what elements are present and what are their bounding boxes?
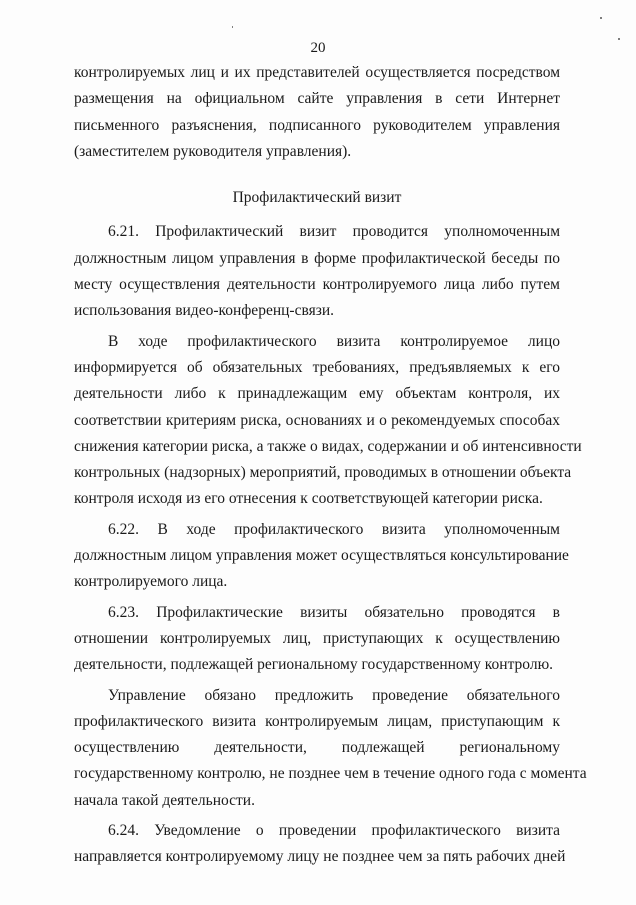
text-line: месту осуществления деятельности контролируемого лица либо путем — [74, 276, 560, 294]
text-line: Управление обязано предложить проведение обязательного — [108, 686, 560, 704]
text-line: деятельности, подлежащей региональному государственному контролю. — [74, 656, 554, 674]
text-line: государственному контролю, не позднее чем в течение одного года с момента — [74, 765, 587, 783]
paragraph-6-22 — [74, 517, 569, 596]
text-line: размещения на официальном сайте управления в сети Интернет — [74, 90, 560, 108]
text-line: 6.24. Уведомление о проведении профилактического визита — [108, 822, 560, 840]
text-line: деятельности либо к принадлежащим ему объектам контроля, их — [74, 385, 560, 403]
text-line: профилактического визита контролируемым лицам, приступающим к — [74, 712, 560, 730]
paragraph-6-21 — [74, 219, 560, 324]
text-line: 6.23. Профилактические визиты обязательно проводятся в — [108, 603, 560, 621]
text-line: 6.22. В ходе профилактического визита уполномоченным — [108, 520, 560, 538]
text-line: контролируемых лиц и их представителей осуществляется посредством — [74, 64, 560, 81]
page-number: 20 — [310, 40, 326, 56]
text-line: осуществлению деятельности, подлежащей региональному — [74, 739, 560, 757]
paragraph-6-23 — [74, 600, 560, 679]
text-line: соответствии критериям риска, основаниях и о рекомендуемых способах — [74, 411, 560, 429]
scan-speck — [232, 26, 233, 28]
text-line: информируется об обязательных требованиях, предъявляемых к его — [74, 358, 560, 376]
scan-speck — [618, 38, 620, 40]
text-line: должностным лицом управления может осуществляться консультирование — [74, 547, 569, 565]
text-line: контроля исходя из его отнесения к соответствующей категории риска. — [74, 490, 543, 508]
text-line: должностным лицом управления в форме профилактической беседы по — [74, 249, 560, 267]
text-line: начала такой деятельности. — [74, 791, 255, 809]
text-line: отношении контролируемых лиц, приступающих к осуществлению — [74, 629, 560, 647]
paragraph-obligation — [74, 683, 587, 814]
text-line: снижения категории риска, а также о видах, содержании и об интенсивности — [74, 437, 582, 455]
section-title: Профилактический визит — [232, 189, 402, 207]
text-line: 6.21. Профилактический визит проводится уполномоченным — [108, 223, 560, 241]
scan-speck — [600, 17, 602, 19]
text-line: направляется контролируемому лицу не позднее чем за пять рабочих дней — [74, 848, 566, 866]
text-line: (заместителем руководителя управления). — [74, 142, 352, 160]
text-line: контролируемого лица. — [74, 573, 228, 591]
document-body — [74, 60, 587, 871]
text-line: использования видео-конференц-связи. — [74, 302, 334, 320]
paragraph-visit-info — [74, 329, 582, 513]
paragraph-6-24 — [74, 818, 566, 871]
text-line: В ходе профилактического визита контролируемое лицо — [108, 332, 560, 350]
paragraph-intro — [74, 60, 560, 165]
text-line: письменного разъяснения, подписанного руководителем управления — [74, 116, 560, 134]
text-line: контрольных (надзорных) мероприятий, проводимых в отношении объекта — [74, 464, 572, 482]
